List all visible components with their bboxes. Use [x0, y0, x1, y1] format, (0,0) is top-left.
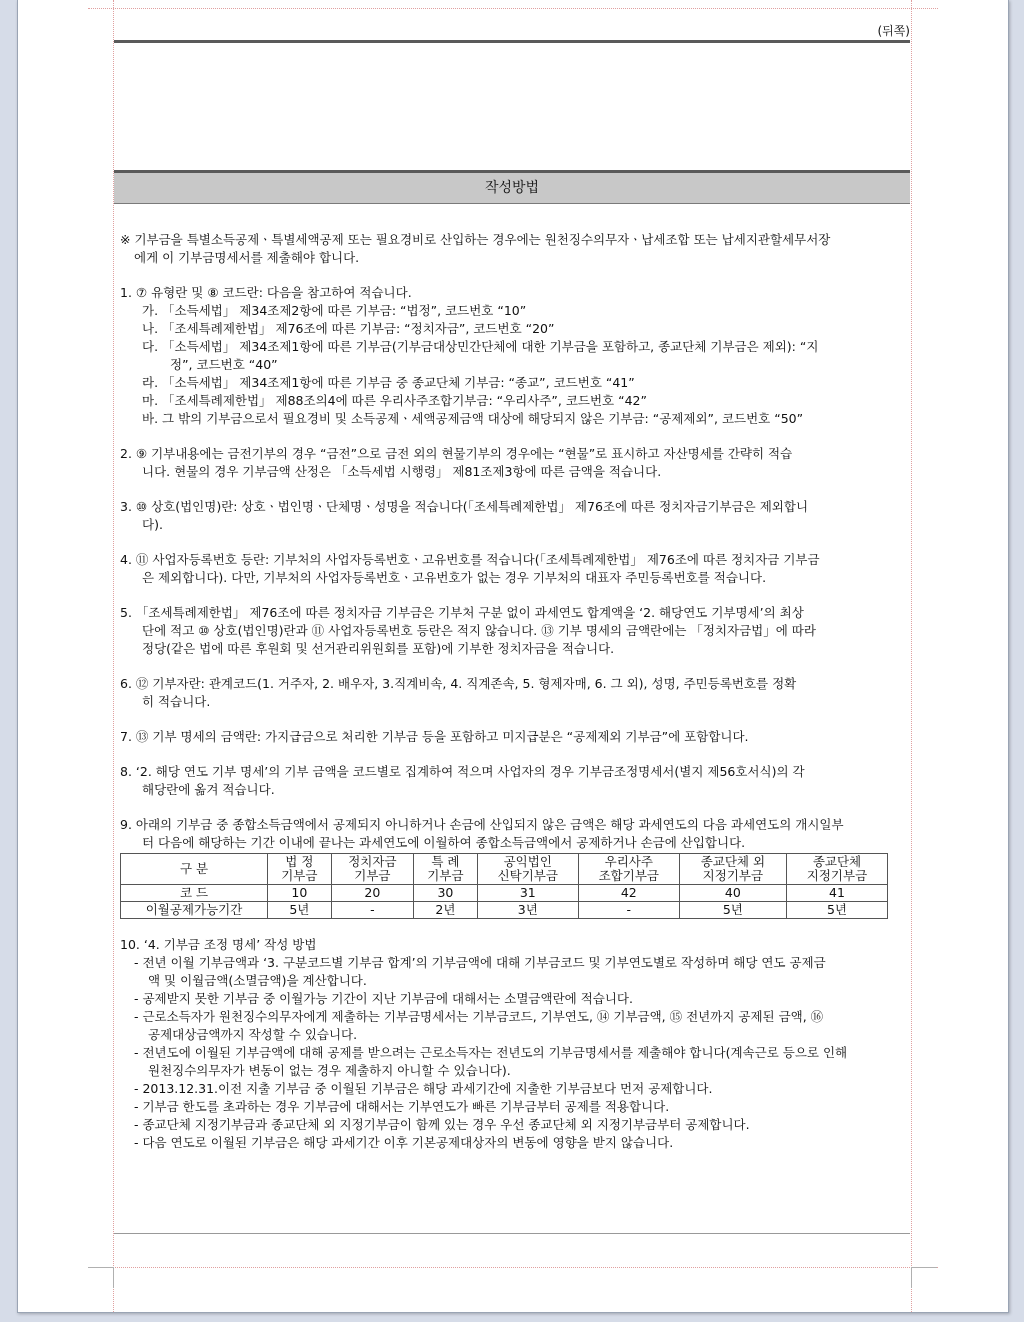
- item-5-line: 정당(같은 법에 따른 후원회 및 선거관리위원회를 포함)에 기부한 정치자금을 적습니다.: [142, 641, 615, 656]
- item-1-sub: 라. 「소득세법」 제34조제1항에 따른 기부금 중 종교단체 기부금: “종교”, 코드번호 “41”: [142, 375, 635, 390]
- item-4-line: 은 제외합니다). 다만, 기부처의 사업자등록번호ㆍ고유번호가 없는 경우 기부처의 대표자 주민등록번호를 적습니다.: [142, 570, 767, 585]
- bottom-rule: [114, 1233, 910, 1234]
- item-10-bullet: 원천징수의무자가 변동이 없는 경우 제출하지 아니할 수 있습니다).: [148, 1063, 511, 1078]
- item-1-sub: 마. 「조세특례제한법」 제88조의4에 따른 우리사주조합기부금: “우리사주”, 코드번호 “42”: [142, 393, 647, 408]
- table-header-row: [121, 854, 888, 885]
- item-4-line: 4. ⑪ 사업자등록번호 등란: 기부처의 사업자등록번호ㆍ고유번호를 적습니다(「조세특례제한법」 제76조에 따른 정치자금 기부금: [120, 552, 820, 567]
- margin-guide-bottom: [88, 1267, 938, 1268]
- item-1-sub: 다. 「소득세법」 제34조제1항에 따른 기부금(기부금대상민간단체에 대한 기부금을 포함하고, 종교단체 기부금은 제외): “지: [142, 339, 819, 354]
- margin-guide-right: [911, 0, 912, 1312]
- table-cell: -: [578, 902, 679, 919]
- item-10-bullet: - 근로소득자가 원천징수의무자에게 제출하는 기부금명세서는 기부금코드, 기부연도, ⑭ 기부금액, ⑮ 전년까지 공제된 금액, ⑯: [134, 1009, 824, 1024]
- table-cell: 2년: [414, 902, 478, 919]
- table-cell: 10: [268, 885, 332, 902]
- item-8-line: 해당란에 옮겨 적습니다.: [142, 782, 275, 797]
- table-row: [121, 902, 888, 919]
- back-side-label: (뒤쪽): [877, 24, 910, 38]
- item-10-bullet: - 다음 연도로 이월된 기부금은 해당 과세기간 이후 기본공제대상자의 변동에 영향을 받지 않습니다.: [134, 1135, 674, 1150]
- table-cell: 3년: [477, 902, 578, 919]
- item-10-bullet: - 공제받지 못한 기부금 중 이월가능 기간이 지난 기부금에 대해서는 소멸금액란에 적습니다.: [134, 991, 633, 1006]
- item-10-bullet: 액 및 이월금액(소멸금액)을 계산합니다.: [148, 973, 367, 988]
- table-cell: 30: [414, 885, 478, 902]
- section-title-bar: [114, 170, 910, 204]
- table-cell: -: [331, 902, 413, 919]
- item-1-head: 1. ⑦ 유형란 및 ⑧ 코드란: 다음을 참고하여 적습니다.: [120, 285, 412, 300]
- table-header-cell: 정치자금 기부금: [331, 854, 413, 885]
- item-5-line: 5. 「조세특례제한법」 제76조에 따른 정치자금 기부금은 기부처 구분 없이 과세연도 합계액을 ‘2. 해당연도 기부명세’의 최상: [120, 605, 804, 620]
- table-header-cell: 법 정 기부금: [268, 854, 332, 885]
- item-3-line: 다).: [142, 517, 163, 532]
- table-cell: 41: [786, 885, 887, 902]
- table-header-cell: 공익법인 신탁기부금: [477, 854, 578, 885]
- item-10-bullet: - 전년도에 이월된 기부금액에 대해 공제를 받으려는 근로소득자는 전년도의 기부금명세서를 제출해야 합니다(계속근로 등으로 인해: [134, 1045, 848, 1060]
- table-row-label: 코 드: [121, 885, 268, 902]
- item-8-line: 8. ‘2. 해당 연도 기부 명세’의 기부 금액을 코드별로 집계하여 적으며 사업자의 경우 기부금조정명세서(별지 제56호서식)의 각: [120, 764, 805, 779]
- table-cell: 42: [578, 885, 679, 902]
- notice-line: ※ 기부금을 특별소득공제ㆍ특별세액공제 또는 필요경비로 산입하는 경우에는 원천징수의무자ㆍ납세조합 또는 납세지관할세무서장: [120, 232, 831, 247]
- table-row-label: 이월공제가능기간: [121, 902, 268, 919]
- table-header-cell: 종교단체 지정기부금: [786, 854, 887, 885]
- item-7-line: 7. ⑬ 기부 명세의 금액란: 가지급금으로 처리한 기부금 등을 포함하고 미지급분은 “공제제외 기부금”에 포함합니다.: [120, 729, 749, 744]
- table-cell: 40: [679, 885, 786, 902]
- item-10-bullet: 공제대상금액까지 작성할 수 있습니다.: [148, 1027, 358, 1042]
- table-cell: 5년: [786, 902, 887, 919]
- table-cell: 5년: [268, 902, 332, 919]
- item-6-line: 히 적습니다.: [142, 694, 211, 709]
- item-1-sub: 나. 「조세특례제한법」 제76조에 따른 기부금: “정치자금”, 코드번호 “20”: [142, 321, 555, 336]
- table-cell: 31: [477, 885, 578, 902]
- item-2-line: 니다. 현물의 경우 기부금액 산정은 「소득세법 시행령」 제81조제3항에 따른 금액을 적습니다.: [142, 464, 662, 479]
- item-9-line: 9. 아래의 기부금 중 종합소득금액에서 공제되지 아니하거나 손금에 산입되지 않은 금액은 해당 과세연도의 다음 과세연도의 개시일부: [120, 817, 844, 832]
- table-cell: 20: [331, 885, 413, 902]
- item-10-bullet: - 전년 이월 기부금액과 ‘3. 구분코드별 기부금 합계’의 기부금액에 대해 기부금코드 및 기부연도별로 작성하며 해당 연도 공제금: [134, 955, 826, 970]
- item-1-sub: 가. 「소득세법」 제34조제2항에 따른 기부금: “법정”, 코드번호 “10”: [142, 303, 527, 318]
- carryover-code-table: [120, 853, 888, 919]
- corner-mark-br: [911, 1267, 937, 1288]
- item-5-line: 단에 적고 ⑩ 상호(법인명)란과 ⑪ 사업자등록번호 등란은 적지 않습니다. ⑬ 기부 명세의 금액란에는 「정치자금법」에 따라: [142, 623, 816, 638]
- item-2-line: 2. ⑨ 기부내용에는 금전기부의 경우 “금전”으로 금전 외의 현물기부의 경우에는 “현물”로 표시하고 자산명세를 간략히 적습: [120, 446, 793, 461]
- table-row-label: 구 분: [121, 854, 268, 885]
- top-rule: [114, 40, 910, 43]
- notice-line: 에게 이 기부금명세서를 제출해야 합니다.: [134, 250, 360, 265]
- table-header-cell: 특 례 기부금: [414, 854, 478, 885]
- item-6-line: 6. ⑫ 기부자란: 관계코드(1. 거주자, 2. 배우자, 3.직계비속, 4. 직계존속, 5. 형제자매, 6. 그 외), 성명, 주민등록번호를 정확: [120, 676, 797, 691]
- item-1-sub: 바. 그 밖의 기부금으로서 필요경비 및 소득공제ㆍ세액공제금액 대상에 해당되지 않은 기부금: “공제제외”, 코드번호 “50”: [142, 411, 804, 426]
- margin-guide-top: [88, 8, 938, 9]
- table-header-cell: 종교단체 외 지정기부금: [679, 854, 786, 885]
- instructions-body: [120, 231, 900, 1152]
- item-1-sub: 정”, 코드번호 “40”: [170, 357, 278, 372]
- item-10-bullet: - 기부금 한도를 초과하는 경우 기부금에 대해서는 기부연도가 빠른 기부금부터 공제를 적용합니다.: [134, 1099, 670, 1114]
- table-cell: 5년: [679, 902, 786, 919]
- item-10-bullet: - 2013.12.31.이전 지출 기부금 중 이월된 기부금은 해당 과세기간에 지출한 기부금보다 먼저 공제합니다.: [134, 1081, 713, 1096]
- corner-mark-bl: [88, 1267, 114, 1288]
- table-row: [121, 885, 888, 902]
- item-10-bullet: - 종교단체 지정기부금과 종교단체 외 지정기부금이 함께 있는 경우 우선 종교단체 외 지정기부금부터 공제합니다.: [134, 1117, 750, 1132]
- item-9-line: 터 다음에 해당하는 기간 이내에 끝나는 과세연도에 이월하여 종합소득금액에서 공제하거나 손금에 산입합니다.: [142, 835, 746, 850]
- item-3-line: 3. ⑩ 상호(법인명)란: 상호ㆍ법인명ㆍ단체명ㆍ성명을 적습니다(「조세특례제한법」 제76조에 따른 정치자금기부금은 제외합니: [120, 499, 809, 514]
- table-header-cell: 우리사주 조합기부금: [578, 854, 679, 885]
- section-title: 작성방법: [484, 180, 540, 196]
- item-10-head: 10. ‘4. 기부금 조정 명세’ 작성 방법: [120, 937, 317, 952]
